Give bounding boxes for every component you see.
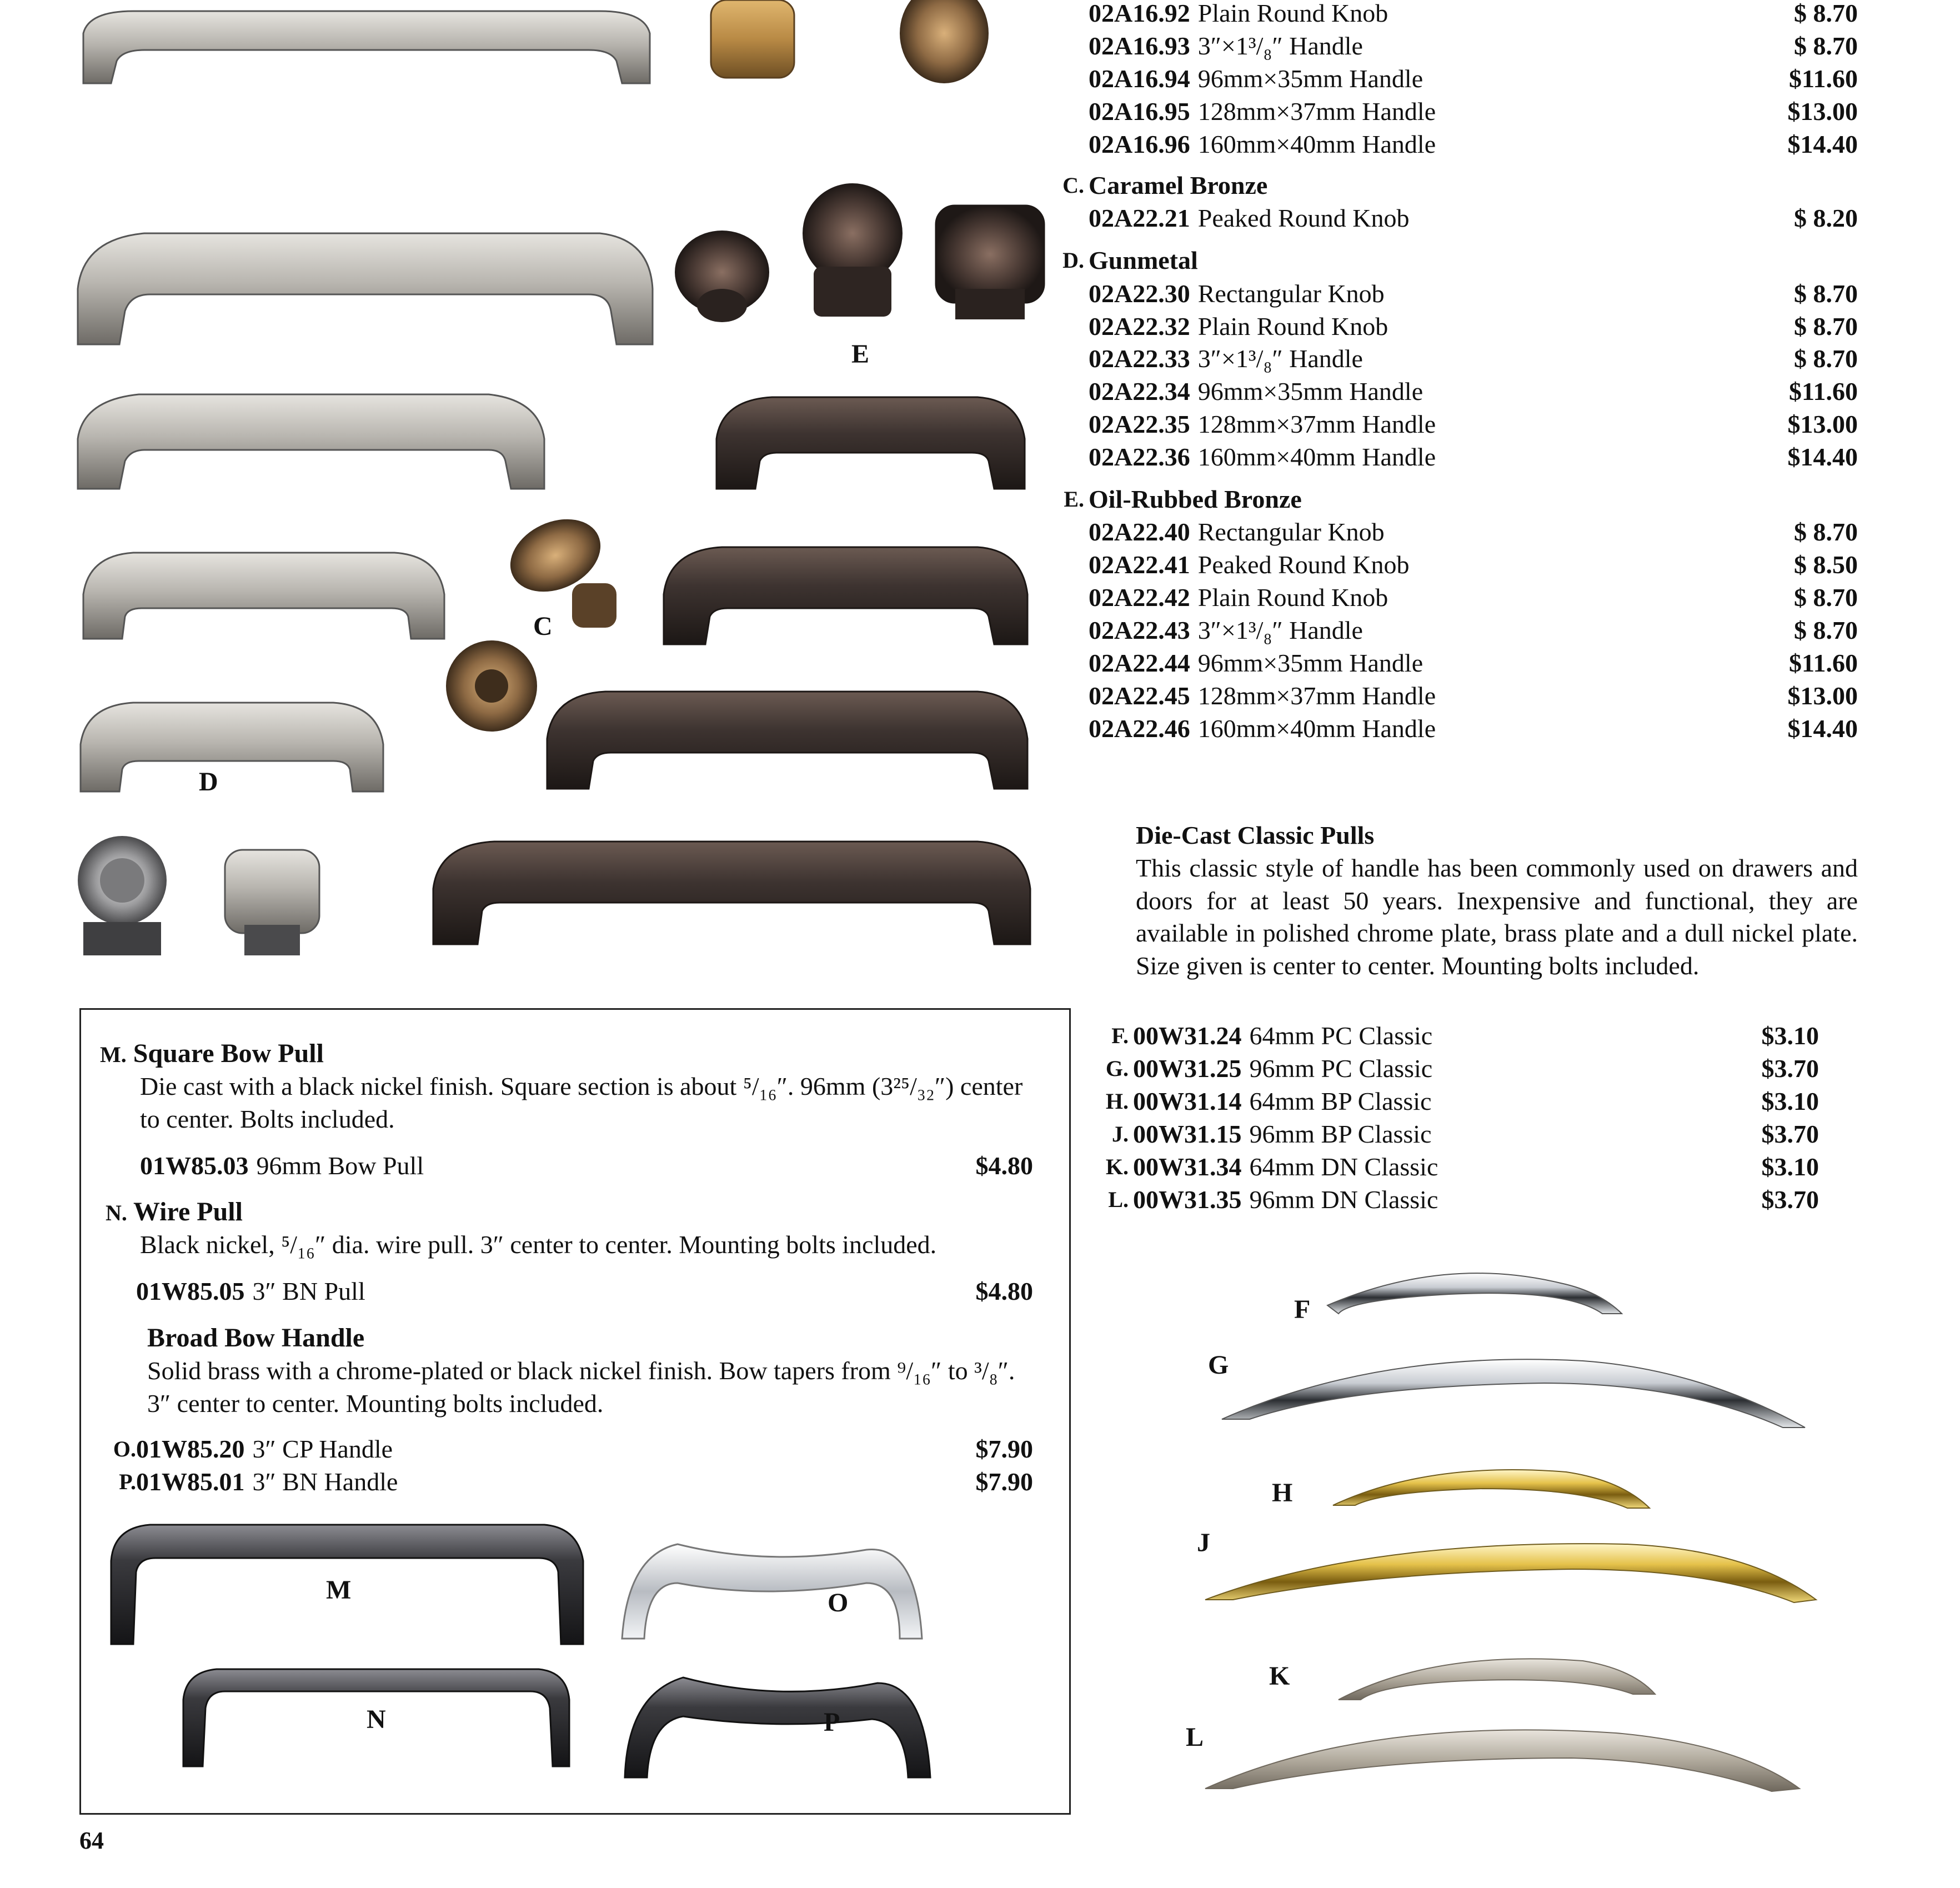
photo-label-n: N bbox=[367, 1705, 386, 1734]
list-item: 02A22.41 Peaked Round Knob $ 8.50 bbox=[1089, 550, 1858, 579]
list-item: H. 00W31.14 64mm BP Classic $3.10 bbox=[1105, 1087, 1819, 1115]
list-item: 02A22.34 96mm×35mm Handle $11.60 bbox=[1089, 377, 1858, 405]
list-item: 02A22.32 Plain Round Knob $ 8.70 bbox=[1089, 312, 1858, 340]
photo-label-l: L bbox=[1186, 1722, 1204, 1752]
list-item: O. 01W85.20 3″ CP Handle $7.90 bbox=[113, 1435, 1033, 1463]
list-item: 02A22.36 160mm×40mm Handle $14.40 bbox=[1089, 443, 1858, 471]
item-title: Square Bow Pull bbox=[133, 1039, 324, 1068]
list-item: 02A16.96 160mm×40mm Handle $14.40 bbox=[1089, 130, 1858, 158]
diecast-title: Die-Cast Classic Pulls bbox=[1136, 821, 1375, 849]
list-item: 02A22.42 Plain Round Knob $ 8.70 bbox=[1089, 583, 1858, 612]
item-letter: N. bbox=[106, 1200, 127, 1225]
product-photo-handles-knobs bbox=[0, 0, 1055, 1000]
broad-bow-handle-heading: Broad Bow Handle bbox=[147, 1323, 365, 1353]
list-item: 02A22.40 Rectangular Knob $ 8.70 bbox=[1089, 518, 1858, 546]
section-title-caramel-bronze: C. Caramel Bronze bbox=[1062, 171, 1268, 199]
photo-label-k: K bbox=[1269, 1661, 1290, 1691]
list-item: 01W85.05 3″ BN Pull $4.80 bbox=[136, 1277, 1033, 1305]
photo-label-c: C bbox=[533, 612, 553, 641]
list-item: 02A16.94 96mm×35mm Handle $11.60 bbox=[1089, 64, 1858, 93]
photo-label-j: J bbox=[1197, 1528, 1210, 1558]
list-item: 02A22.21 Peaked Round Knob $ 8.20 bbox=[1089, 204, 1858, 232]
photo-label-m: M bbox=[326, 1575, 352, 1605]
wire-pull-description: Black nickel, ⁵/₁₆″ dia. wire pull. 3″ center to center. Mounting bolts included. bbox=[140, 1230, 937, 1259]
list-item: 02A22.43 3″×1³/₈″ Handle $ 8.70 bbox=[1089, 616, 1858, 644]
list-item: 02A22.44 96mm×35mm Handle $11.60 bbox=[1089, 649, 1858, 677]
list-item: J. 00W31.15 96mm BP Classic $3.70 bbox=[1112, 1120, 1819, 1148]
photo-label-d: D bbox=[199, 767, 218, 797]
photo-label-o: O bbox=[828, 1588, 849, 1617]
square-bow-pull-description: Die cast with a black nickel finish. Square section is about ⁵/₁₆″. 96mm (3²⁵/₃₂″) center to center. Bolts included. bbox=[140, 1072, 1023, 1133]
photo-label-f: F bbox=[1294, 1295, 1311, 1324]
list-item: L. 00W31.35 96mm DN Classic $3.70 bbox=[1108, 1185, 1819, 1214]
photo-label-p: P bbox=[824, 1707, 840, 1737]
list-item: F. 00W31.24 64mm PC Classic $3.10 bbox=[1111, 1021, 1819, 1050]
photo-label-g: G bbox=[1208, 1350, 1229, 1380]
item-title: Wire Pull bbox=[133, 1197, 243, 1226]
broad-bow-handle-description: Solid brass with a chrome-plated or black nickel finish. Bow tapers from ⁹/₁₆″ to ³/₈″. 3″ center to center. Mounting bolts included. bbox=[147, 1356, 1015, 1418]
list-item: 02A22.35 128mm×37mm Handle $13.00 bbox=[1089, 410, 1858, 438]
square-bow-pull-heading bbox=[100, 1038, 324, 1071]
page-number: 64 bbox=[79, 1827, 104, 1854]
photo-label-e: E bbox=[851, 339, 870, 369]
list-item: 02A22.30 Rectangular Knob $ 8.70 bbox=[1089, 279, 1858, 308]
list-item: 02A16.95 128mm×37mm Handle $13.00 bbox=[1089, 97, 1858, 126]
list-item: 02A22.33 3″×1³/₈″ Handle $ 8.70 bbox=[1089, 344, 1858, 373]
photo-label-h: H bbox=[1272, 1478, 1293, 1508]
list-item: 02A22.45 128mm×37mm Handle $13.00 bbox=[1089, 682, 1858, 710]
item-letter: M. bbox=[100, 1042, 127, 1067]
list-item: P. 01W85.01 3″ BN Handle $7.90 bbox=[119, 1468, 1033, 1496]
product-photo-classic-pulls bbox=[1183, 1261, 1949, 1850]
section-title-oil-rubbed-bronze: E. Oil-Rubbed Bronze bbox=[1064, 485, 1302, 513]
section-title-gunmetal: D. Gunmetal bbox=[1062, 246, 1198, 274]
list-item: K. 00W31.34 64mm DN Classic $3.10 bbox=[1105, 1153, 1819, 1181]
diecast-description: This classic style of handle has been commonly used on drawers and doors for at least 50 years. Inexpensive and functional, they are available in polished chrome plate, brass plate and a dull nickel plate. Size given is center to center. Mounting bolts included. bbox=[1136, 854, 1858, 980]
list-item: 02A22.46 160mm×40mm Handle $14.40 bbox=[1089, 714, 1858, 743]
wire-pull-heading bbox=[106, 1196, 243, 1229]
product-photo-bow-pulls bbox=[100, 1511, 1044, 1800]
list-item: 02A16.93 3″×1³/₈″ Handle $ 8.70 bbox=[1089, 32, 1858, 60]
list-item: G. 00W31.25 96mm PC Classic $3.70 bbox=[1105, 1054, 1819, 1083]
list-item: 01W85.03 96mm Bow Pull $4.80 bbox=[140, 1151, 1033, 1180]
list-item: 02A16.92 Plain Round Knob $ 8.70 bbox=[1089, 0, 1858, 27]
